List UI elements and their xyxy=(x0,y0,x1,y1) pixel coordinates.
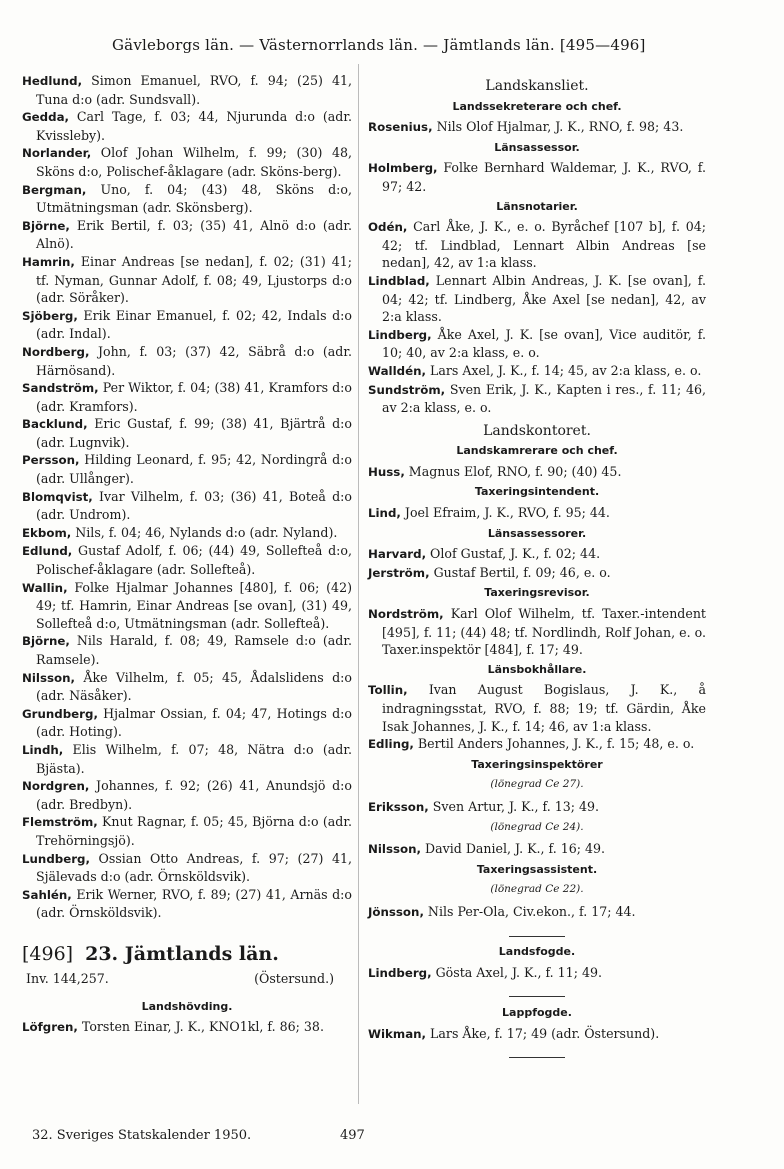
salary-grade-note: (lönegrad Ce 22). xyxy=(490,883,584,896)
entry-name: Gedda, xyxy=(22,110,70,125)
entry-name: Björne, xyxy=(22,218,70,233)
inventory-label: Inv. 144,257. xyxy=(26,970,109,986)
county-heading xyxy=(22,942,352,966)
entry-text: Gustaf Adolf, f. 06; (44) 49, Sollefteå d:o, Polischef-åklagare (adr. Sollefteå). xyxy=(36,543,352,578)
entry-text: John, f. 03; (37) 42, Säbrå d:o (adr. Härnösand). xyxy=(36,343,352,378)
entry-text: Lars Åke, f. 17; 49 (adr. Östersund). xyxy=(426,1025,660,1041)
entry-name: Holmberg, xyxy=(368,161,438,176)
entry-text: Erik Bertil, f. 03; (35) 41, Alnö d:o (adr. Alnö). xyxy=(36,217,352,252)
entry-text: Gösta Axel, J. K., f. 11; 49. xyxy=(431,964,602,980)
directory-entry xyxy=(22,579,352,633)
entry-text: Simon Emanuel, RVO, f. 94; (25) 41, Tuna d:o (adr. Sundsvall). xyxy=(36,73,352,107)
entry-name: Lindh, xyxy=(22,742,64,757)
entry-text: Carl Åke, J. K., e. o. Byråchef [107 b], f. 04; 42; tf. Lindblad, Lennart Albin Andreas [se nedan], 42, av 1:a klass. xyxy=(382,219,706,271)
entry-name: Wikman, xyxy=(368,1026,427,1041)
entry-name: Norlander, xyxy=(22,146,92,161)
separator-rule xyxy=(368,924,706,942)
entry-name: Hedlund, xyxy=(22,74,83,88)
county-number: [496] xyxy=(22,942,74,965)
directory-entry xyxy=(22,850,352,886)
entry-text: Ivar Vilhelm, f. 03; (36) 41, Boteå d:o (adr. Undrom). xyxy=(36,488,352,523)
salary-grade-note: (lönegrad Ce 24). xyxy=(490,820,584,833)
directory-entry xyxy=(368,326,706,362)
directory-entry xyxy=(22,72,352,108)
directory-entry xyxy=(368,118,706,137)
entry-name: Jerström, xyxy=(368,565,430,580)
entry-text: Gustaf Bertil, f. 09; 46, e. o. xyxy=(429,564,611,580)
directory-entry xyxy=(22,632,352,668)
entry-name: Nordgren, xyxy=(22,779,90,794)
entry-text: Erik Einar Emanuel, f. 02; 42, Indals d:o (adr. Indal). xyxy=(36,307,352,342)
directory-entry xyxy=(368,564,706,583)
column-divider xyxy=(358,64,359,1104)
footer-title: 32. Sveriges Statskalender 1950. xyxy=(32,1128,252,1143)
directory-entry xyxy=(368,964,706,983)
directory-entry xyxy=(368,798,706,817)
directory-entry xyxy=(368,903,706,922)
entry-text: Joel Efraim, J. K., RVO, f. 95; 44. xyxy=(400,505,610,521)
entry-text: Folke Bernhard Waldemar, J. K., RVO, f. 97; 42. xyxy=(382,160,706,194)
entry-text: Lennart Albin Andreas, J. K. [se ovan], f. 04; 42; tf. Lindberg, Åke Axel [se nedan], 42, av 2:a klass. xyxy=(382,272,706,325)
entry-name: Ekbom, xyxy=(22,525,72,540)
entry-text: Torsten Einar, J. K., KNO1kl, f. 86; 38. xyxy=(77,1019,324,1035)
directory-entry xyxy=(22,343,352,379)
entry-name: Nordberg, xyxy=(22,344,90,359)
entry-name: Eriksson, xyxy=(368,799,429,814)
entry-name: Löfgren, xyxy=(22,1020,78,1035)
page-header: Gävleborgs län. — Västernorrlands län. — Jämtlands län. [495—496] xyxy=(112,36,646,54)
directory-entry xyxy=(22,488,352,524)
entry-name: Björne, xyxy=(22,634,70,649)
directory-entry xyxy=(368,463,706,482)
inventory-line xyxy=(26,970,352,988)
directory-entry xyxy=(22,813,352,849)
entry-name: Grundberg, xyxy=(22,706,98,721)
entry-name: Lindberg, xyxy=(368,327,432,342)
directory-entry xyxy=(368,545,706,564)
entry-text: Sven Artur, J. K., f. 13; 49. xyxy=(428,798,600,814)
entry-name: Nilsson, xyxy=(368,842,421,857)
entry-name: Edling, xyxy=(368,737,414,752)
entry-name: Sjöberg, xyxy=(22,308,78,323)
entry-name: Tollin, xyxy=(368,683,408,698)
directory-entry xyxy=(22,253,352,307)
directory-entry xyxy=(22,217,352,253)
directory-entry xyxy=(22,542,352,578)
section-subheading: Taxeringsrevisor. xyxy=(484,586,590,600)
entry-name: Odén, xyxy=(368,220,408,235)
directory-entry xyxy=(368,504,706,523)
entry-name: Sundström, xyxy=(368,382,446,397)
right-column xyxy=(368,72,706,1065)
entry-text: Bertil Anders Johannes, J. K., f. 15; 48, e. o. xyxy=(413,736,695,752)
directory-entry xyxy=(368,218,706,272)
entry-name: Blomqvist, xyxy=(22,489,93,504)
directory-entry xyxy=(22,379,352,415)
directory-entry xyxy=(22,108,352,144)
entry-text: Åke Vilhelm, f. 05; 45, Ådalslidens d:o (adr. Näsåker). xyxy=(36,669,352,704)
section-subheading: Landsfogde. xyxy=(498,945,576,959)
entry-name: Bergman, xyxy=(22,182,87,197)
section-subheading: Taxeringsinspektörer xyxy=(471,757,603,771)
entry-text: Magnus Elof, RNO, f. 90; (40) 45. xyxy=(404,463,622,479)
directory-entry xyxy=(368,272,706,326)
section-subheading: Taxeringsassistent. xyxy=(476,862,598,876)
entry-name: Nilsson, xyxy=(22,670,75,685)
landshovding-entry xyxy=(22,1018,352,1037)
entry-name: Rosenius, xyxy=(368,120,433,135)
entry-name: Walldén, xyxy=(368,363,426,378)
entry-text: Knut Ragnar, f. 05; 45, Björna d:o (adr. Trehörningsjö). xyxy=(36,814,352,848)
entry-name: Flemström, xyxy=(22,815,98,830)
section-subheading: Landssekreterare och chef. xyxy=(452,99,622,113)
section-heading: Landskontoret. xyxy=(483,422,591,439)
entry-name: Hamrin, xyxy=(22,254,75,269)
entry-text: Nils, f. 04; 46, Nylands d:o (adr. Nyland). xyxy=(71,524,338,540)
section-subheading: Taxeringsintendent. xyxy=(474,485,600,499)
directory-entry xyxy=(368,735,706,754)
entry-text: Eric Gustaf, f. 99; (38) 41, Bjärtrå d:o (adr. Lugnvik). xyxy=(36,416,352,450)
section-subheading: Landskamrerare och chef. xyxy=(456,444,618,458)
directory-entry xyxy=(368,381,706,417)
directory-entry xyxy=(22,886,352,922)
entry-text: Lars Axel, J. K., f. 14; 45, av 2:a klass, e. o. xyxy=(425,362,702,378)
separator-rule xyxy=(368,984,706,1002)
directory-entry xyxy=(368,681,706,735)
section-subheading: Lappfogde. xyxy=(502,1005,572,1019)
entry-text: Carl Tage, f. 03; 44, Njurunda d:o (adr. Kvissleby). xyxy=(36,109,352,143)
entry-name: Huss, xyxy=(368,464,405,479)
entry-text: Ivan August Bogislaus, J. K., å indragningsstat, RVO, f. 88; 19; tf. Gärdin, Åke Isak Johannes, J. K., f. 14; 46, av 1:a klass. xyxy=(382,682,706,734)
landshovding-heading: Landshövding. xyxy=(141,999,233,1013)
entry-name: Lundberg, xyxy=(22,851,90,866)
entry-text: Folke Hjalmar Johannes [480], f. 06; (42) 49; tf. Hamrin, Einar Andreas [se ovan], (31) 49, Sollefteå d:o, Utmätningsman (adr. Sollefteå). xyxy=(36,579,352,631)
entry-text: Karl Olof Wilhelm, tf. Taxer.-intendent [495], f. 11; (44) 48; tf. Nordlindh, Rolf Johan, e. o. Taxer.inspektör [484], f. 17; 49. xyxy=(382,606,706,658)
entry-text: Einar Andreas [se nedan], f. 02; (31) 41; tf. Nyman, Gunnar Adolf, f. 08; 49, Ljustorps d:o (adr. Söråker). xyxy=(36,253,352,306)
entry-text: Nils Olof Hjalmar, J. K., RNO, f. 98; 43. xyxy=(432,119,684,135)
entry-name: Harvard, xyxy=(368,547,427,562)
entry-name: Lindblad, xyxy=(368,273,430,288)
section-subheading: Länsassessorer. xyxy=(487,526,587,540)
entry-text: Erik Werner, RVO, f. 89; (27) 41, Arnäs d:o (adr. Örnsköldsvik). xyxy=(36,886,352,921)
page-number: 497 xyxy=(340,1128,365,1143)
directory-entry xyxy=(22,415,352,451)
directory-entry xyxy=(22,181,352,217)
directory-entry xyxy=(368,605,706,659)
section-subheading: Länsnotarier. xyxy=(496,199,578,213)
entry-name: Lindberg, xyxy=(368,965,432,980)
directory-entry xyxy=(22,741,352,777)
section-subheading: Länsassessor. xyxy=(494,140,580,154)
left-entries xyxy=(22,72,352,922)
entry-text: Per Wiktor, f. 04; (38) 41, Kramfors d:o (adr. Kramfors). xyxy=(36,380,352,414)
entry-name: Lind, xyxy=(368,506,401,521)
entry-text: Olof Gustaf, J. K., f. 02; 44. xyxy=(426,546,601,562)
directory-entry xyxy=(368,362,706,381)
salary-grade-note: (lönegrad Ce 27). xyxy=(490,778,584,791)
directory-entry xyxy=(22,307,352,343)
entry-text: Olof Johan Wilhelm, f. 99; (30) 48, Sköns d:o, Polischef-åklagare (adr. Sköns-berg). xyxy=(36,145,352,179)
directory-entry xyxy=(22,777,352,813)
entry-text: Johannes, f. 92; (26) 41, Anundsjö d:o (adr. Bredbyn). xyxy=(36,778,352,812)
entry-name: Persson, xyxy=(22,453,80,468)
entry-name: Jönsson, xyxy=(368,904,424,919)
entry-text: Uno, f. 04; (43) 48, Sköns d:o, Utmätningsman (adr. Skönsberg). xyxy=(36,181,352,216)
inventory-town: (Östersund.) xyxy=(254,970,334,986)
entry-text: Sven Erik, J. K., Kapten i res., f. 11; 46, av 2:a klass, e. o. xyxy=(382,381,706,416)
entry-text: Elis Wilhelm, f. 07; 48, Nätra d:o (adr. Bjästa). xyxy=(36,741,352,776)
entry-name: Sahlén, xyxy=(22,887,72,902)
entry-name: Edlund, xyxy=(22,544,73,559)
directory-entry xyxy=(368,1025,706,1044)
directory-entry xyxy=(22,144,352,180)
directory-entry xyxy=(22,451,352,487)
entry-text: Hjalmar Ossian, f. 04; 47, Hotings d:o (adr. Hoting). xyxy=(36,705,352,740)
section-heading: Landskansliet. xyxy=(485,78,589,94)
entry-name: Wallin, xyxy=(22,580,68,595)
directory-entry xyxy=(368,840,706,859)
separator-rule xyxy=(368,1045,706,1063)
entry-text: Nils Harald, f. 08; 49, Ramsele d:o (adr. Ramsele). xyxy=(36,633,352,667)
entry-text: Åke Axel, J. K. [se ovan], Vice auditör, f. 10; 40, av 2:a klass, e. o. xyxy=(382,326,706,361)
directory-entry xyxy=(22,705,352,741)
directory-entry xyxy=(368,159,706,195)
entry-name: Sandström, xyxy=(22,381,99,396)
entry-name: Backlund, xyxy=(22,417,88,432)
county-title: 23. Jämtlands län. xyxy=(85,942,279,965)
entry-text: Hilding Leonard, f. 95; 42, Nordingrå d:o (adr. Ullånger). xyxy=(36,452,352,487)
entry-text: David Daniel, J. K., f. 16; 49. xyxy=(421,841,606,857)
directory-entry xyxy=(22,524,352,543)
directory-entry xyxy=(22,669,352,705)
page-footer xyxy=(32,1128,452,1143)
entry-name: Nordström, xyxy=(368,607,444,622)
left-column xyxy=(22,72,352,1037)
entry-text: Ossian Otto Andreas, f. 97; (27) 41, Själevads d:o (adr. Örnsköldsvik). xyxy=(36,850,352,885)
section-subheading: Länsbokhållare. xyxy=(487,662,587,676)
entry-text: Nils Per-Ola, Civ.ekon., f. 17; 44. xyxy=(423,903,636,919)
